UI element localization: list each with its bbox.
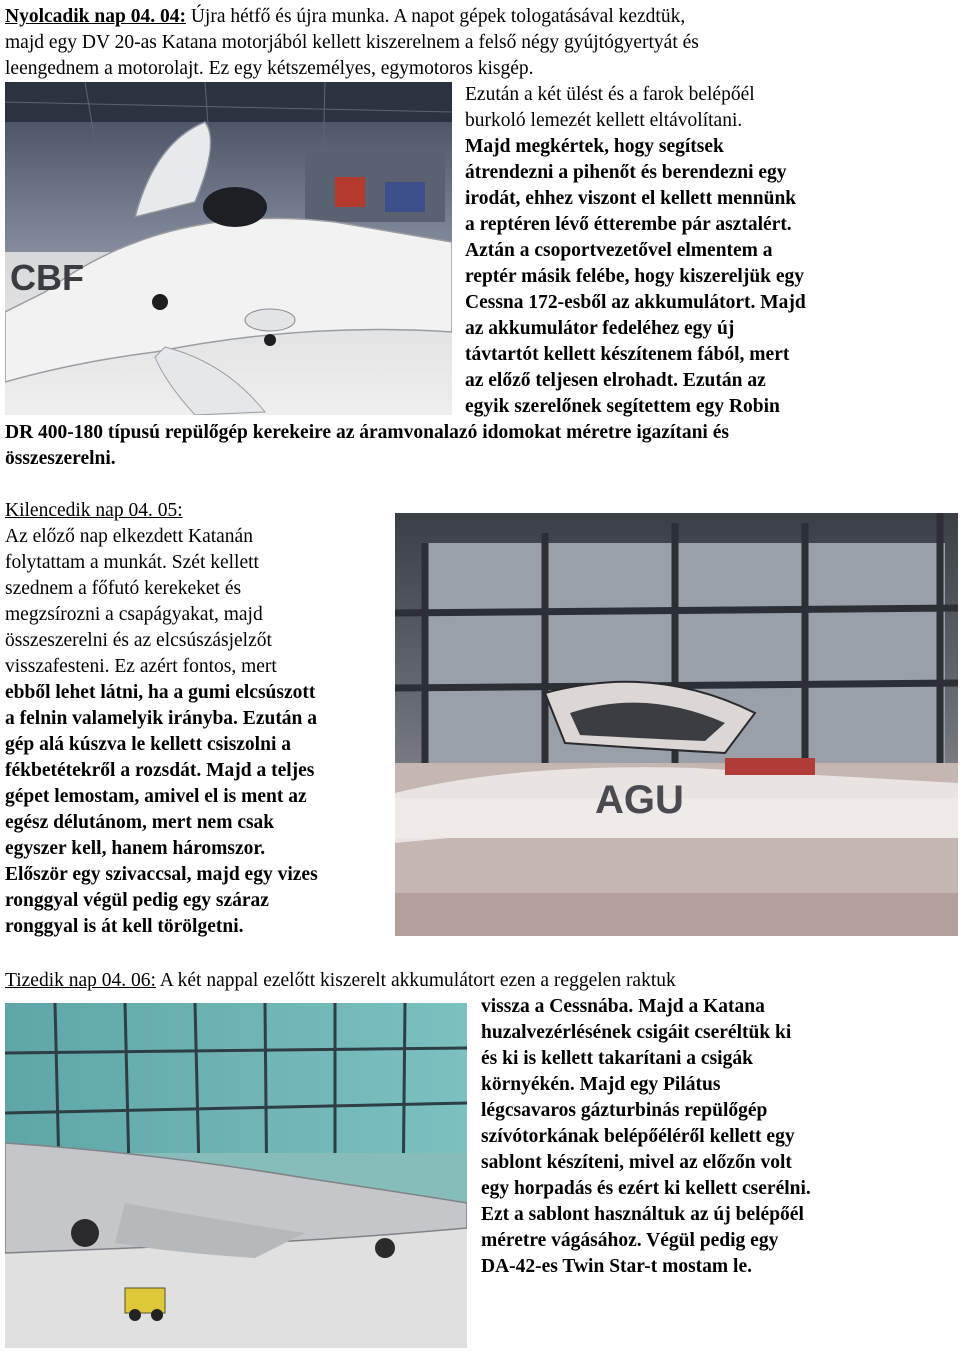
paragraph-line: Aztán a csoportvezetővel elmentem a — [465, 240, 773, 261]
paragraph-line: szednem a főfutó kerekeket és — [5, 578, 242, 599]
paragraph-line: méretre vágásához. Végül pedig egy — [481, 1230, 779, 1251]
paragraph-line: az akkumulátor fedeléhez egy új — [465, 318, 735, 339]
paragraph-line: a reptéren lévő étterembe pár asztalért. — [465, 214, 792, 235]
paragraph-line: Majd megkértek, hogy segítsek — [465, 136, 724, 157]
day9-heading: Kilencedik nap 04. 05: — [5, 500, 183, 521]
paragraph-line: ronggyal végül pedig egy száraz — [5, 890, 269, 911]
paragraph-line: Először egy szivaccsal, majd egy vizes — [5, 864, 318, 885]
paragraph-line: környékén. Majd egy Pilátus — [481, 1074, 721, 1095]
paragraph-line: egyik szerelőnek segítettem egy Robin — [465, 396, 780, 417]
day9-heading-line — [5, 498, 183, 524]
paragraph-line: megzsírozni a csapágyakat, majd — [5, 604, 263, 625]
paragraph-line: burkoló lemezét kellett eltávolítani. — [465, 110, 743, 131]
paragraph-line: Ezt a sablont használtuk az új belépőél — [481, 1204, 804, 1225]
day10-heading: Tizedik nap 04. 06: — [5, 970, 156, 991]
katana-hangar-photo — [5, 82, 452, 415]
paragraph-line: A két nappal ezelőtt kiszerelt akkumulátort ezen a reggelen raktuk — [159, 970, 676, 991]
paragraph-line: reptér másik felébe, hogy kiszereljük egy — [465, 266, 805, 287]
day10-first-line — [5, 968, 676, 994]
paragraph-line: egyszer kell, hanem háromszor. — [5, 838, 266, 859]
day8-first-line — [5, 4, 685, 30]
paragraph-line: távtartót kellett készítenem fából, mert — [465, 344, 790, 365]
paragraph-line: ebből lehet látni, ha a gumi elcsúszott — [5, 682, 316, 703]
paragraph-line: szívótorkának belépőéléről kellett egy — [481, 1126, 795, 1147]
paragraph-line: Az előző nap elkezdett Katanán — [5, 526, 253, 547]
day8-heading: Nyolcadik nap 04. 04: — [5, 6, 186, 27]
robin-hangar-photo — [395, 513, 958, 936]
paragraph-line: huzalvezérlésének csigáit cseréltük ki — [481, 1022, 792, 1043]
paragraph-line: DA-42-es Twin Star-t mostam le. — [481, 1256, 752, 1277]
registration-text: CBF — [10, 257, 84, 298]
pilatus-hangar-photo — [5, 1003, 467, 1348]
paragraph-line: gép alá kúszva le kellett csiszolni a — [5, 734, 291, 755]
paragraph-line: DR 400-180 típusú repülőgép kerekeire az áramvonalazó idomokat méretre igazítani és — [5, 422, 729, 443]
paragraph-line: Újra hétfő és újra munka. A napot gépek tologatásával kezdtük, — [190, 6, 686, 27]
paragraph-line: átrendezni a pihenőt és berendezni egy — [465, 162, 787, 183]
paragraph-line: Cessna 172-esből az akkumulátort. Majd — [465, 292, 806, 313]
robin-photo-drawing — [395, 513, 958, 936]
paragraph-line: Ezután a két ülést és a farok belépőél — [465, 84, 755, 105]
paragraph-line: a felnin valamelyik irányba. Ezután a — [5, 708, 318, 729]
paragraph-line: egy horpadás és ezért ki kellett cserélni. — [481, 1178, 811, 1199]
paragraph-line: vissza a Cessnába. Majd a Katana — [481, 996, 765, 1017]
paragraph-line: majd egy DV 20-as Katana motorjából kellett kiszerelnem a felső négy gyújtógyertyát és — [5, 32, 699, 53]
paragraph-line: összeszerelni és az elcsúszásjelzőt — [5, 630, 272, 651]
paragraph-line: légcsavaros gázturbinás repülőgép — [481, 1100, 768, 1121]
katana-photo-drawing — [5, 82, 452, 415]
paragraph-line: sablont készíteni, mivel az előzőn volt — [481, 1152, 792, 1173]
paragraph-line: és ki is kellett takarítani a csigák — [481, 1048, 753, 1069]
paragraph-line: ronggyal is át kell törölgetni. — [5, 916, 244, 937]
paragraph-line: visszafesteni. Ez azért fontos, mert — [5, 656, 277, 677]
pilatus-photo-drawing — [5, 1003, 467, 1348]
paragraph-line: az előző teljesen elrohadt. Ezután az — [465, 370, 766, 391]
paragraph-line: irodát, ehhez viszont el kellett mennünk — [465, 188, 797, 209]
paragraph-line: összeszerelni. — [5, 448, 116, 469]
paragraph-line: folytattam a munkát. Szét kellett — [5, 552, 259, 573]
paragraph-line: gépet lemostam, amivel el is ment az — [5, 786, 307, 807]
paragraph-line: fékbetétekről a rozsdát. Majd a teljes — [5, 760, 315, 781]
registration-text: AGU — [595, 778, 684, 822]
paragraph-line: leengednem a motorolajt. Ez egy kétszemélyes, egymotoros kisgép. — [5, 58, 534, 79]
paragraph-line: egész délutánom, mert nem csak — [5, 812, 275, 833]
